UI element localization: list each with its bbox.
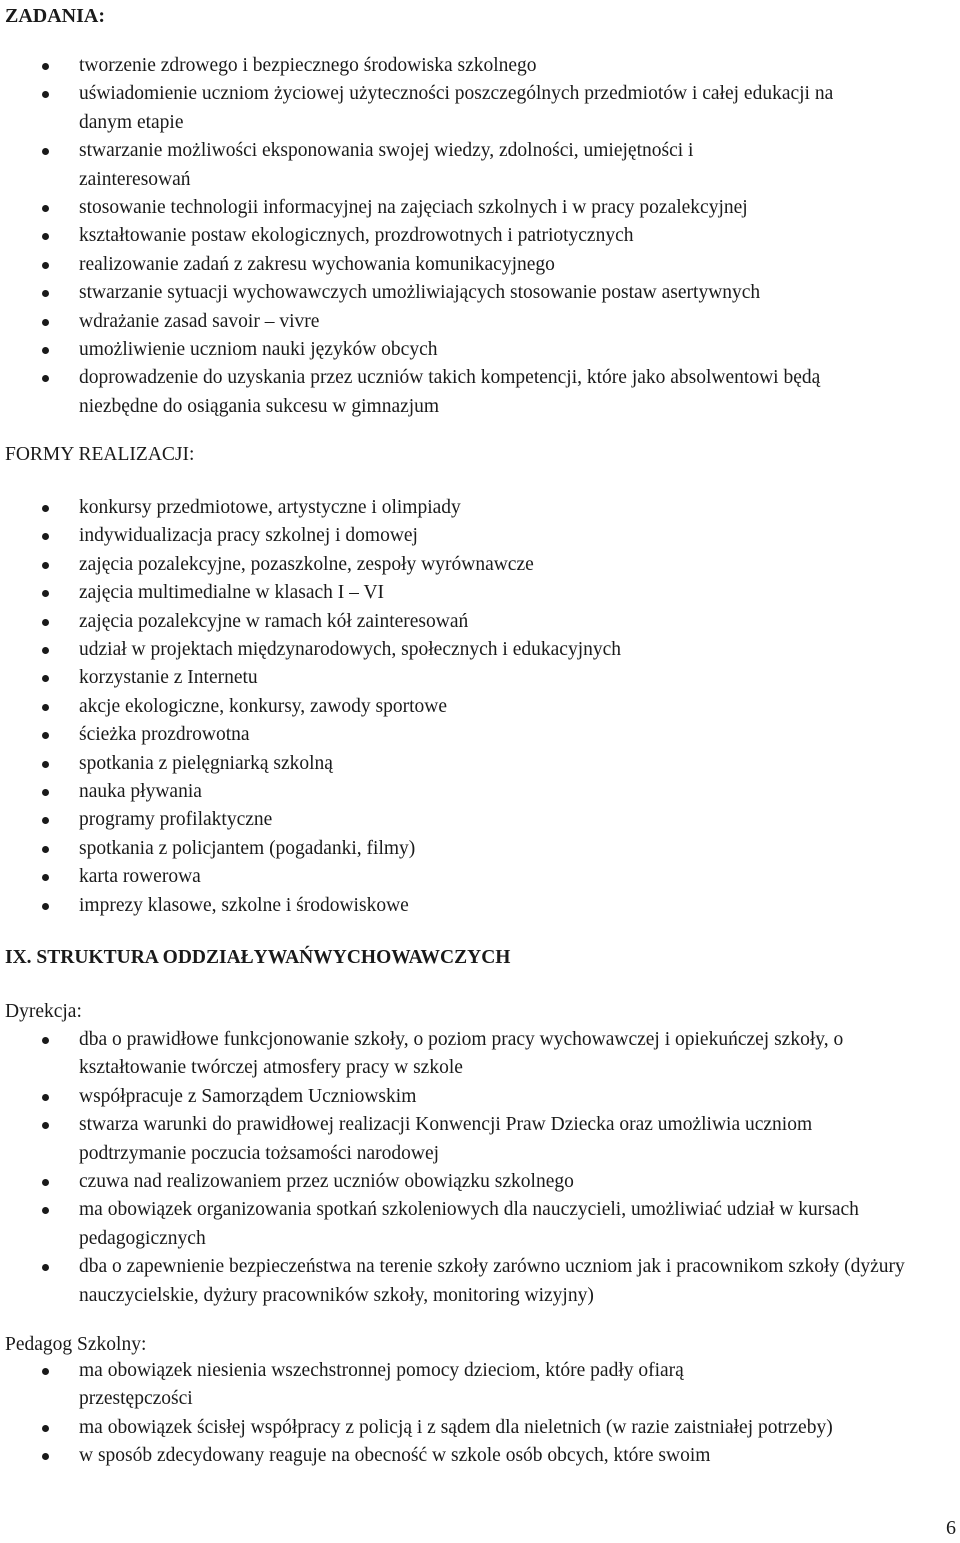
list-item: ścieżka prozdrowotna — [0, 721, 900, 749]
bullet-icon — [42, 704, 49, 711]
bullet-icon — [42, 1179, 49, 1186]
list-item: nauka pływania — [0, 778, 900, 806]
section-zadania — [0, 2, 960, 30]
section-formy — [0, 441, 960, 469]
list-item: spotkania z policjantem (pogadanki, filmy) — [0, 835, 900, 863]
bullet-icon — [42, 233, 49, 240]
section-pedagog — [0, 1331, 960, 1359]
list-item: programy profilaktyczne — [0, 806, 900, 834]
list-item: dba o zapewnienie bezpieczeństwa na terenie szkoły zarówno uczniom jak i pracownikom szkoły (dyżury nauczycielskie, dyżury pracowników szkoły, monitoring wizyjny) — [0, 1253, 940, 1310]
list-item: wdrażanie zasad savoir – vivre — [0, 308, 900, 336]
list-item: spotkania z pielęgniarką szkolną — [0, 750, 900, 778]
dyrekcja-heading: Dyrekcja: — [5, 1001, 82, 1022]
pedagog-heading: Pedagog Szkolny: — [5, 1334, 147, 1355]
list-item: ma obowiązek organizowania spotkań szkoleniowych dla nauczycieli, umożliwiać udział w kursach pedagogicznych — [0, 1196, 940, 1253]
bullet-icon — [42, 505, 49, 512]
dyrekcja-list — [0, 1026, 940, 1310]
bullet-icon — [42, 761, 49, 768]
bullet-icon — [42, 817, 49, 824]
section-struktura — [0, 944, 960, 972]
bullet-icon — [42, 647, 49, 654]
zadania-heading: ZADANIA: — [5, 5, 105, 27]
list-item: imprezy klasowe, szkolne i środowiskowe — [0, 892, 900, 920]
bullet-icon — [42, 789, 49, 796]
formy-list — [0, 494, 900, 920]
formy-heading: FORMY REALIZACJI: — [5, 444, 195, 465]
list-item: udział w projektach międzynarodowych, społecznych i edukacyjnych — [0, 636, 900, 664]
list-item: stwarza warunki do prawidłowej realizacji Konwencji Praw Dziecka oraz umożliwia uczniom podtrzymanie poczucia tożsamości narodowej — [0, 1111, 940, 1168]
list-item: dba o prawidłowe funkcjonowanie szkoły, o poziom pracy wychowawczej i opiekuńczej szkoły, o kształtowanie twórczej atmosfery pracy w szkole — [0, 1026, 940, 1083]
list-item: zajęcia pozalekcyjne w ramach kół zainteresowań — [0, 608, 900, 636]
list-item: zajęcia pozalekcyjne, pozaszkolne, zespoły wyrównawcze — [0, 551, 900, 579]
list-item: kształtowanie postaw ekologicznych, prozdrowotnych i patriotycznych — [0, 222, 900, 250]
bullet-icon — [42, 903, 49, 910]
list-item: stwarzanie możliwości eksponowania swojej wiedzy, zdolności, umiejętności i zainteresowań — [0, 137, 900, 194]
list-item: ma obowiązek ścisłej współpracy z policją i z sądem dla nieletnich (w razie zaistniałej potrzeby) — [0, 1414, 900, 1442]
list-item: stwarzanie sytuacji wychowawczych umożliwiających stosowanie postaw asertywnych — [0, 279, 900, 307]
list-item: stosowanie technologii informacyjnej na zajęciach szkolnych i w pracy pozalekcyjnej — [0, 194, 900, 222]
list-item: akcje ekologiczne, konkursy, zawody sportowe — [0, 693, 900, 721]
list-item: karta rowerowa — [0, 863, 900, 891]
list-item: realizowanie zadań z zakresu wychowania komunikacyjnego — [0, 251, 900, 279]
struktura-heading: IX. STRUKTURA ODDZIAŁYWAŃWYCHOWAWCZYCH — [5, 947, 511, 968]
bullet-icon — [42, 375, 49, 382]
bullet-icon — [42, 1425, 49, 1432]
zadania-list — [0, 52, 900, 421]
section-dyrekcja — [0, 998, 960, 1026]
bullet-icon — [42, 874, 49, 881]
bullet-icon — [42, 1264, 49, 1271]
bullet-icon — [42, 1122, 49, 1129]
bullet-icon — [42, 846, 49, 853]
bullet-icon — [42, 347, 49, 354]
bullet-icon — [42, 290, 49, 297]
bullet-icon — [42, 732, 49, 739]
bullet-icon — [42, 1037, 49, 1044]
bullet-icon — [42, 562, 49, 569]
list-item: doprowadzenie do uzyskania przez uczniów takich kompetencji, które jako absolwentowi będą niezbędne do osiągania sukcesu w gimnazjum — [0, 364, 900, 421]
list-item: współpracuje z Samorządem Uczniowskim — [0, 1083, 940, 1111]
list-item: uświadomienie uczniom życiowej użyteczności poszczególnych przedmiotów i całej edukacji na danym etapie — [0, 80, 900, 137]
bullet-icon — [42, 63, 49, 70]
list-item: korzystanie z Internetu — [0, 664, 900, 692]
bullet-icon — [42, 1368, 49, 1375]
bullet-icon — [42, 675, 49, 682]
bullet-icon — [42, 533, 49, 540]
list-item: zajęcia multimedialne w klasach I – VI — [0, 579, 900, 607]
bullet-icon — [42, 319, 49, 326]
list-item: tworzenie zdrowego i bezpiecznego środowiska szkolnego — [0, 52, 900, 80]
bullet-icon — [42, 91, 49, 98]
list-item: umożliwienie uczniom nauki języków obcych — [0, 336, 900, 364]
bullet-icon — [42, 1094, 49, 1101]
bullet-icon — [42, 1453, 49, 1460]
bullet-icon — [42, 590, 49, 597]
bullet-icon — [42, 262, 49, 269]
bullet-icon — [42, 148, 49, 155]
list-item: czuwa nad realizowaniem przez uczniów obowiązku szkolnego — [0, 1168, 940, 1196]
list-item: ma obowiązek niesienia wszechstronnej pomocy dzieciom, które padły ofiarą przestępczości — [0, 1357, 900, 1414]
list-item: konkursy przedmiotowe, artystyczne i olimpiady — [0, 494, 900, 522]
page-number: 6 — [946, 1517, 956, 1539]
bullet-icon — [42, 619, 49, 626]
bullet-icon — [42, 1207, 49, 1214]
list-item: w sposób zdecydowany reaguje na obecność w szkole osób obcych, które swoim — [0, 1442, 900, 1470]
pedagog-list — [0, 1357, 900, 1471]
bullet-icon — [42, 205, 49, 212]
list-item: indywidualizacja pracy szkolnej i domowej — [0, 522, 900, 550]
